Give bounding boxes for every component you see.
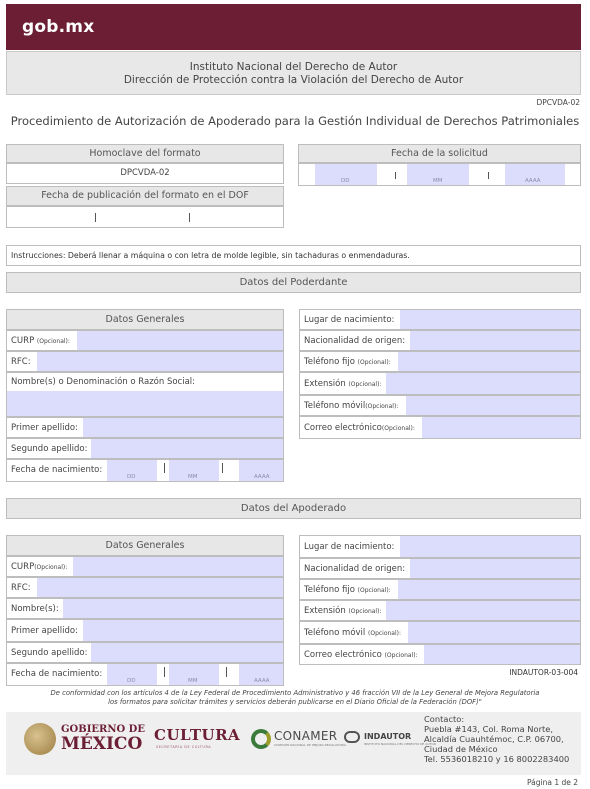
apoderado-correo-row <box>299 644 581 665</box>
conamer-subtitle: COMISIÓN NACIONAL DE MEJORA REGULATORIA <box>274 743 346 747</box>
poderdante-curp-input[interactable] <box>77 331 283 350</box>
apoderado-lugar-input[interactable] <box>400 536 580 557</box>
form-code: DPCVDA-02 <box>536 98 580 107</box>
telefono-fijo-optional: (Opcional): <box>357 587 391 594</box>
apoderado-rfc-input[interactable] <box>37 578 283 597</box>
apoderado-telefono-fijo-input[interactable] <box>398 580 580 599</box>
mexico-seal-icon <box>24 723 56 755</box>
contact-label: Contacto: <box>424 714 465 724</box>
gob-line1: GOBIERNO DE <box>61 724 145 735</box>
extension-optional: (Opcional): <box>348 608 382 615</box>
contact-block <box>424 714 569 764</box>
cultura-logo: CULTURA <box>154 726 241 744</box>
fecha-publicacion-label: Fecha de publicación del formato en el DOF <box>6 186 284 206</box>
lugar-nacimiento-label: Lugar de nacimiento: <box>304 315 395 325</box>
apoderado-nombre-input[interactable] <box>63 599 283 618</box>
telefono-fijo-label: Teléfono fijo <box>304 357 355 367</box>
apoderado-lugar-row <box>299 535 581 558</box>
aaaa-placeholder: AAAA <box>254 474 270 480</box>
indautor-subtitle: INSTITUTO NACIONAL DEL DERECHO DE AUTOR <box>364 742 436 746</box>
poderdante-extension-input[interactable] <box>386 373 580 394</box>
legal-note-line1: De conformidad con los artículos 4 de la Ley Federal de Procedimiento Administrativo y 46 fracción VII de la Ley General de Mejora Regulatoria <box>50 689 540 697</box>
gobierno-de-mexico-logo <box>61 723 145 754</box>
apoderado-correo-input[interactable] <box>424 645 580 664</box>
curp-optional: (Opcional): <box>36 338 70 345</box>
apoderado-extension-row <box>299 600 581 621</box>
poderdante-telefono-movil-input[interactable] <box>406 396 580 415</box>
primer-apellido-label: Primer apellido: <box>11 423 78 433</box>
fecha-nacimiento-label: Fecha de nacimiento: <box>11 669 103 679</box>
correo-optional: (Opcional): <box>384 652 418 659</box>
contact-address2: Alcaldía Cuauhtémoc, C.P. 06700, <box>424 734 564 744</box>
indautor-icon <box>344 731 360 743</box>
poderdante-extension-row <box>299 372 581 395</box>
page-number: Página 1 de 2 <box>526 778 578 787</box>
poderdante-fecha-nacimiento-row <box>6 459 284 482</box>
fecha-publicacion-field[interactable] <box>6 206 284 228</box>
institute-name: Instituto Nacional del Derecho de Autor <box>189 61 398 73</box>
poderdante-correo-row <box>299 416 581 439</box>
correo-label: Correo electrónico <box>304 423 382 433</box>
footer-logos <box>6 712 581 775</box>
institute-banner <box>6 51 581 95</box>
fecha-nacimiento-label: Fecha de nacimiento: <box>11 465 103 475</box>
poderdante-generales-title: Datos Generales <box>6 309 284 330</box>
poderdante-primer-apellido-input[interactable] <box>83 418 283 437</box>
apoderado-nombre-row <box>6 598 284 619</box>
poderdante-rfc-input[interactable] <box>37 352 283 371</box>
contact-phone: Tel. 5536018210 y 16 8002283400 <box>424 754 570 764</box>
nacionalidad-label: Nacionalidad de origen: <box>304 564 406 574</box>
apoderado-curp-input[interactable] <box>73 557 283 576</box>
nacionalidad-label: Nacionalidad de origen: <box>304 336 406 346</box>
apoderado-nacionalidad-row <box>299 558 581 579</box>
apoderado-fecha-nacimiento-row <box>6 663 284 686</box>
poderdante-rfc-row <box>6 351 284 372</box>
page-title: Procedimiento de Autorización de Apoderado para la Gestión Individual de Derechos Patrimoniales <box>10 114 580 128</box>
telefono-movil-label: Teléfono móvil <box>304 628 366 638</box>
apoderado-segundo-apellido-input[interactable] <box>91 643 283 662</box>
poderdante-telefono-fijo-row <box>299 351 581 372</box>
apoderado-curp-row <box>6 556 284 577</box>
apoderado-telefono-movil-input[interactable] <box>408 622 580 643</box>
poderdante-segundo-apellido-input[interactable] <box>91 439 283 458</box>
rfc-label: RFC: <box>11 583 31 593</box>
homoclave-label: Homoclave del formato <box>6 144 284 163</box>
apoderado-telefono-movil-row <box>299 621 581 644</box>
poderdante-correo-input[interactable] <box>422 417 580 438</box>
extension-optional: (Opcional): <box>348 381 382 388</box>
poderdante-telefono-movil-row <box>299 395 581 416</box>
segundo-apellido-label: Segundo apellido: <box>11 648 88 658</box>
poderdante-lugar-input[interactable] <box>400 310 580 329</box>
poderdante-curp-row <box>6 330 284 351</box>
mm-placeholder: MM <box>188 474 198 480</box>
legal-note-line2: los formatos para solicitar trámites y servicios deberán publicarse en el Diario Oficial de la Federación (DOF)" <box>108 698 482 706</box>
indautor-logo: INDAUTOR <box>364 732 412 741</box>
dd-placeholder: DD <box>127 474 136 480</box>
curp-optional: (Opcional): <box>34 564 68 571</box>
telefono-fijo-optional: (Opcional): <box>357 359 391 366</box>
legal-note <box>0 689 590 707</box>
apoderado-generales-title: Datos Generales <box>6 535 284 556</box>
nombre-label: Nombre(s): <box>11 604 59 614</box>
poderdante-nacionalidad-input[interactable] <box>410 331 580 350</box>
poderdante-primer-apellido-row <box>6 417 284 438</box>
mm-placeholder: MM <box>433 178 443 184</box>
segundo-apellido-label: Segundo apellido: <box>11 444 88 454</box>
dd-placeholder: DD <box>341 178 350 184</box>
telefono-movil-optional: (Opcional): <box>368 630 402 637</box>
extension-label: Extensión <box>304 606 346 616</box>
lugar-nacimiento-label: Lugar de nacimiento: <box>304 542 395 552</box>
apoderado-telefono-fijo-row <box>299 579 581 600</box>
indautor-code: INDAUTOR-03-004 <box>509 668 578 677</box>
gob-header <box>6 4 581 50</box>
apoderado-segundo-apellido-row <box>6 642 284 663</box>
fecha-solicitud-field[interactable] <box>298 163 581 186</box>
gob-line2: MÉXICO <box>61 734 143 754</box>
poderdante-lugar-row <box>299 309 581 330</box>
curp-label: CURP <box>11 562 35 572</box>
rfc-label: RFC: <box>11 357 31 367</box>
correo-label: Correo electrónico <box>304 650 382 660</box>
contact-address1: Puebla #143, Col. Roma Norte, <box>424 724 553 734</box>
poderdante-nombre-row <box>6 372 284 417</box>
poderdante-nombre-input[interactable] <box>7 391 283 416</box>
conamer-logo: CONAMER <box>274 729 338 743</box>
institute-direction: Dirección de Protección contra la Violación del Derecho de Autor <box>123 74 464 86</box>
extension-label: Extensión <box>304 379 346 389</box>
correo-optional: (Opcional): <box>381 425 415 432</box>
apoderado-primer-apellido-row <box>6 619 284 642</box>
apoderado-primer-apellido-input[interactable] <box>83 620 283 641</box>
poderdante-segundo-apellido-row <box>6 438 284 459</box>
apoderado-rfc-row <box>6 577 284 598</box>
telefono-fijo-label: Teléfono fijo <box>304 585 355 595</box>
primer-apellido-label: Primer apellido: <box>11 626 78 636</box>
dd-placeholder: DD <box>127 678 136 684</box>
gob-mx-logo[interactable]: gob.mx <box>22 17 95 37</box>
telefono-movil-label: Teléfono móvil <box>304 401 366 411</box>
telefono-movil-optional: (Opcional): <box>365 403 399 410</box>
aaaa-placeholder: AAAA <box>254 678 270 684</box>
poderdante-nacionalidad-row <box>299 330 581 351</box>
curp-label: CURP <box>11 336 35 346</box>
apoderado-section-title: Datos del Apoderado <box>6 498 581 519</box>
conamer-icon <box>251 729 271 749</box>
instructions: Instrucciones: Deberá llenar a máquina o con letra de molde legible, sin tachaduras o enmendaduras. <box>6 245 581 266</box>
poderdante-section-title: Datos del Poderdante <box>6 272 581 293</box>
mm-placeholder: MM <box>188 678 198 684</box>
apoderado-nacionalidad-input[interactable] <box>410 559 580 578</box>
aaaa-placeholder: AAAA <box>525 178 541 184</box>
apoderado-extension-input[interactable] <box>386 601 580 620</box>
homoclave-value: DPCVDA-02 <box>6 163 284 184</box>
poderdante-telefono-fijo-input[interactable] <box>398 352 580 371</box>
nombre-label: Nombre(s) o Denominación o Razón Social: <box>11 377 196 387</box>
contact-city: Ciudad de México <box>424 744 498 754</box>
fecha-solicitud-label: Fecha de la solicitud <box>298 144 581 163</box>
cultura-subtitle: SECRETARÍA DE CULTURA <box>156 745 212 749</box>
